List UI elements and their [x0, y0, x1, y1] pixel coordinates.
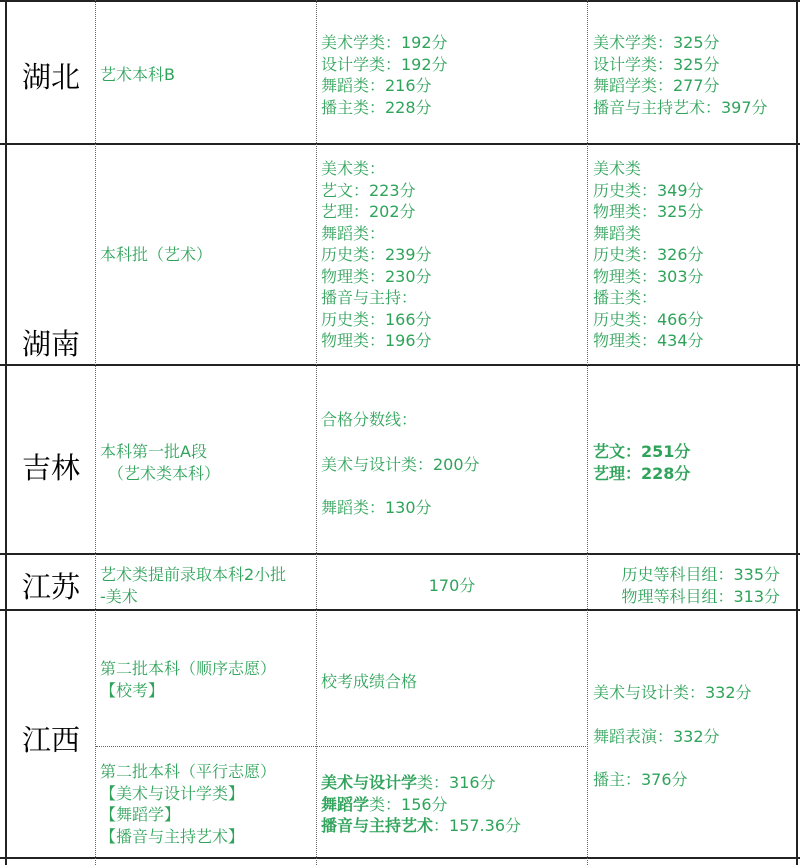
score-line: 物理类：325分: [593, 202, 704, 221]
score-line: 历史类：349分: [593, 180, 704, 200]
score-line: 艺理：228分: [593, 463, 691, 483]
score-line: 舞蹈类：: [321, 223, 386, 243]
score-line: 播主类：: [593, 288, 658, 307]
row-divider: [0, 609, 800, 611]
province-jilin: 吉林: [21, 451, 80, 485]
score-line: 舞蹈类：130分: [321, 498, 432, 517]
score-line: 美术类：: [321, 159, 386, 178]
score-line: 物理类：434分: [593, 331, 704, 350]
score-line: 舞蹈表演：332分: [593, 727, 720, 746]
batch-line: 【播音与主持艺术】: [100, 826, 245, 846]
province-hunan: 湖南: [21, 327, 80, 361]
scores-hunan-right: [593, 158, 793, 352]
row-divider: [0, 857, 800, 859]
scores-hubei-mid: [321, 32, 583, 118]
pass-line-label: 合格分数线：: [321, 410, 418, 429]
col-divider: [587, 0, 588, 865]
score-line: 美术学类：192分: [321, 33, 448, 52]
batch-jiangxi-1: [100, 658, 312, 701]
row-divider: [0, 553, 800, 555]
batch-jilin: [100, 441, 312, 484]
batch-hubei: 艺术本科B: [100, 65, 175, 84]
score-line: 物理类：196分: [321, 331, 432, 350]
score-line: 美术与设计类：200分: [321, 455, 480, 474]
batch-line: 第二批本科（平行志愿）: [100, 762, 277, 781]
scores-hubei-right: [593, 32, 793, 118]
score-line: 历史类：166分: [321, 309, 432, 329]
score-value: ：157.36分: [433, 816, 522, 835]
batch-line: -美术: [100, 586, 138, 606]
scores-hunan-mid: [321, 158, 583, 352]
score-line: 舞蹈类：216分: [321, 76, 432, 95]
jiangxi-sub-divider: [96, 746, 588, 747]
score-line: 历史等科目组：335分: [621, 565, 780, 584]
batch-line: 艺术类提前录取本科2小批: [100, 565, 287, 584]
score-line: 历史类：239分: [321, 245, 432, 264]
batch-line: 【校考】: [100, 680, 165, 700]
batch-jiangxi-2: [100, 761, 312, 847]
batch-line: 第二批本科（顺序志愿）: [100, 659, 277, 678]
score-label: 舞蹈学: [321, 794, 370, 814]
batch-line: 【美术与设计学类】: [100, 783, 245, 803]
scores-jiangsu-right: [590, 564, 780, 607]
score-label: 播音与主持艺术: [321, 816, 434, 835]
score-jiangxi-mid-1: 校考成绩合格: [321, 672, 418, 691]
score-line: 设计学类：325分: [593, 54, 720, 74]
batch-hunan: 本科批（艺术）: [100, 245, 213, 264]
score-line: 设计学类：192分: [321, 54, 448, 74]
score-line: 物理类：303分: [593, 266, 704, 286]
score-line: 美术类: [593, 159, 642, 178]
table-border-right: [796, 0, 798, 865]
score-value: 类：156分: [369, 794, 448, 814]
score-value: 类：316分: [417, 773, 496, 792]
score-line: 播主类：228分: [321, 97, 432, 117]
score-line: 舞蹈类: [593, 223, 642, 243]
row-divider: [0, 143, 800, 145]
score-line: 舞蹈学类：277分: [593, 76, 720, 95]
score-line: [321, 772, 583, 794]
score-line: 美术学类：325分: [593, 33, 720, 52]
province-jiangxi: 江西: [21, 723, 80, 757]
score-line: [321, 815, 583, 837]
score-line: 物理等科目组：313分: [621, 586, 780, 606]
score-jiangsu-mid: 170分: [428, 576, 476, 595]
score-line: 播主：376分: [593, 770, 688, 789]
score-line: 历史类：466分: [593, 309, 704, 329]
score-label: 美术与设计学: [321, 773, 418, 792]
batch-line: 本科第一批A段: [100, 442, 207, 461]
col-divider: [316, 0, 317, 865]
score-line: 艺文：251分: [593, 442, 691, 461]
score-line: 历史类：326分: [593, 245, 704, 264]
province-hubei: 湖北: [21, 60, 80, 94]
score-line: 播音与主持艺术：397分: [593, 97, 768, 117]
score-line: 播音与主持：: [321, 288, 418, 307]
scores-jiangxi-mid-2: [321, 772, 583, 837]
row-divider: [0, 364, 800, 366]
score-line: [321, 794, 583, 816]
table-border-top: [0, 0, 800, 2]
scores-jilin-right: [593, 441, 793, 484]
batch-line: 【舞蹈学】: [100, 805, 181, 824]
score-line: 艺理：202分: [321, 202, 416, 221]
score-line: 美术与设计类：332分: [593, 683, 752, 702]
batch-line: （艺术类本科）: [108, 463, 221, 483]
score-line: 艺文：223分: [321, 180, 416, 200]
score-line: 物理类：230分: [321, 266, 432, 286]
batch-jiangsu: [100, 564, 314, 607]
province-jiangsu: 江苏: [21, 570, 80, 604]
